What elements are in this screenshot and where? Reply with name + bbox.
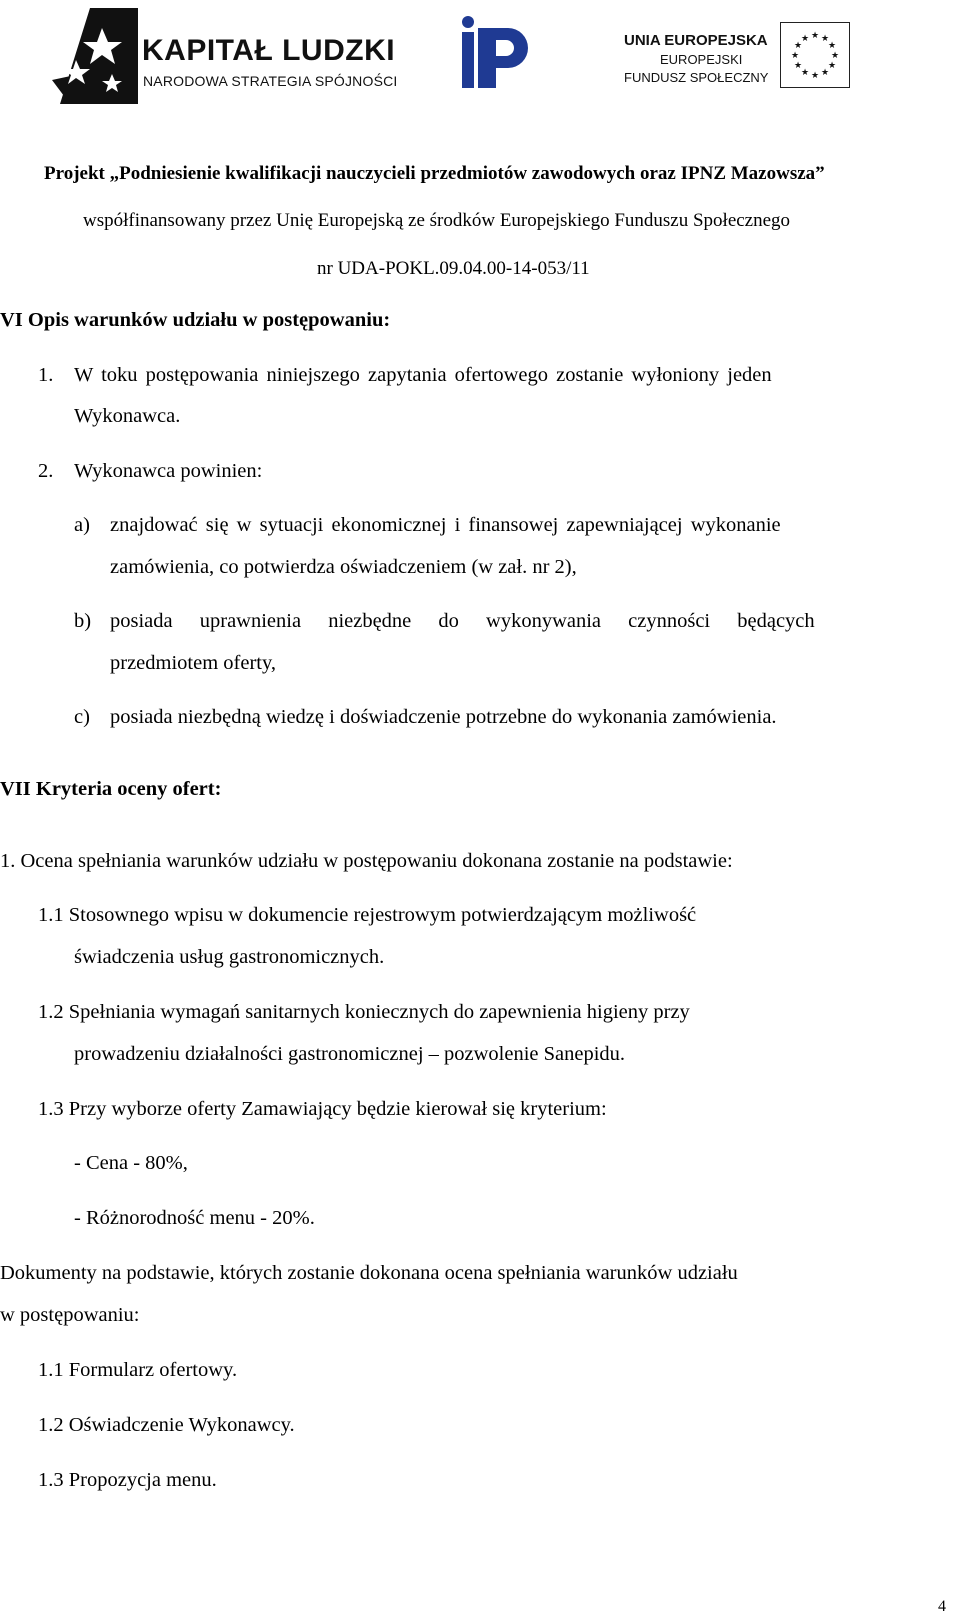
documents-intro-line-2: w postępowaniu: [0,1304,140,1326]
item-1-line-2: Wykonawca. [74,405,181,427]
page-number: 4 [938,1598,946,1615]
ue-subtitle-1: EUROPEJSKI [660,52,743,67]
item-a-line-2: zamówienia, co potwierdza oświadczeniem (w zał. nr 2), [110,556,577,578]
ue-subtitle-2: FUNDUSZ SPOŁECZNY [624,70,769,85]
svg-text:★: ★ [820,34,830,44]
document-1: 1.1 Formularz ofertowy. [38,1359,238,1381]
documents-intro-line-1: Dokumenty na podstawie, których zostanie dokonana ocena spełniania warunków udziału [0,1262,738,1284]
svg-text:★: ★ [810,31,820,41]
criteria-intro: 1. Ocena spełniania warunków udziału w postępowaniu dokonana zostanie na podstawie: [0,850,733,872]
item-b-line-2: przedmiotem oferty, [110,652,277,674]
criterion-menu-variety: - Różnorodność menu - 20%. [74,1207,315,1229]
ue-title: UNIA EUROPEJSKA [624,32,768,49]
item-a-line-1: znajdować się w sytuacji ekonomicznej i finansowej zapewniającej wykonanie [110,514,781,536]
item-c-label: c) [74,706,90,728]
eu-flag-icon [780,22,850,88]
item-b-line-1: posiada uprawnienia niezbędne do wykonywania czynności będących [110,610,815,632]
item-2-number: 2. [38,460,54,482]
project-number: nr UDA-POKL.09.04.00-14-053/11 [317,258,590,279]
kapital-ludzki-emblem-icon [50,4,142,109]
document-3: 1.3 Propozycja menu. [38,1469,217,1491]
kapital-ludzki-title: KAPITAŁ LUDZKI [142,34,396,67]
item-1-line-1: W toku postępowania niniejszego zapytania ofertowego zostanie wyłoniony jeden [74,364,772,386]
svg-text:★: ★ [810,71,820,81]
criterion-1-2-line-2: prowadzeniu działalności gastronomicznej – pozwolenie Sanepidu. [74,1043,626,1065]
criterion-1-1-line-2: świadczenia usług gastronomicznych. [74,946,385,968]
criterion-price: - Cena - 80%, [74,1152,188,1174]
document-2: 1.2 Oświadczenie Wykonawcy. [38,1414,295,1436]
kapital-ludzki-logo [50,4,398,109]
svg-text:★: ★ [800,34,810,44]
criterion-1-1-line-1: 1.1 Stosownego wpisu w dokumencie rejestrowym potwierdzającym możliwość [38,904,697,926]
item-b-label: b) [74,610,92,632]
rp-emblem-icon [458,14,538,94]
ue-efs-logo [624,22,954,92]
svg-text:★: ★ [820,68,830,78]
project-title: Projekt „Podniesienie kwalifikacji nauczycieli przedmiotów zawodowych oraz IPNZ Mazowsza” [44,163,825,184]
criterion-1-2-line-1: 1.2 Spełniania wymagań sanitarnych koniecznych do zapewnienia higieny przy [38,1001,690,1023]
rp-logo [458,14,538,94]
item-a-label: a) [74,514,90,536]
svg-text:★: ★ [830,51,840,61]
section-6-heading: VI Opis warunków udziału w postępowaniu: [0,309,391,331]
svg-text:★: ★ [827,61,837,71]
svg-text:★: ★ [827,41,837,51]
svg-text:★: ★ [793,61,803,71]
kapital-ludzki-subtitle: NARODOWA STRATEGIA SPÓJNOŚCI [143,73,398,89]
item-2-text: Wykonawca powinien: [74,460,263,482]
criterion-1-3: 1.3 Przy wyborze oferty Zamawiający będzie kierował się kryterium: [38,1098,607,1120]
item-c-line-1: posiada niezbędną wiedzę i doświadczenie potrzebne do wykonania zamówienia. [110,706,777,728]
item-1-number: 1. [38,364,54,386]
svg-text:★: ★ [790,51,800,61]
svg-text:★: ★ [793,41,803,51]
cofinanced-line: współfinansowany przez Unię Europejską ze środków Europejskiego Funduszu Społecznego [83,210,791,231]
section-7-heading: VII Kryteria oceny ofert: [0,778,222,800]
svg-text:★: ★ [800,68,810,78]
